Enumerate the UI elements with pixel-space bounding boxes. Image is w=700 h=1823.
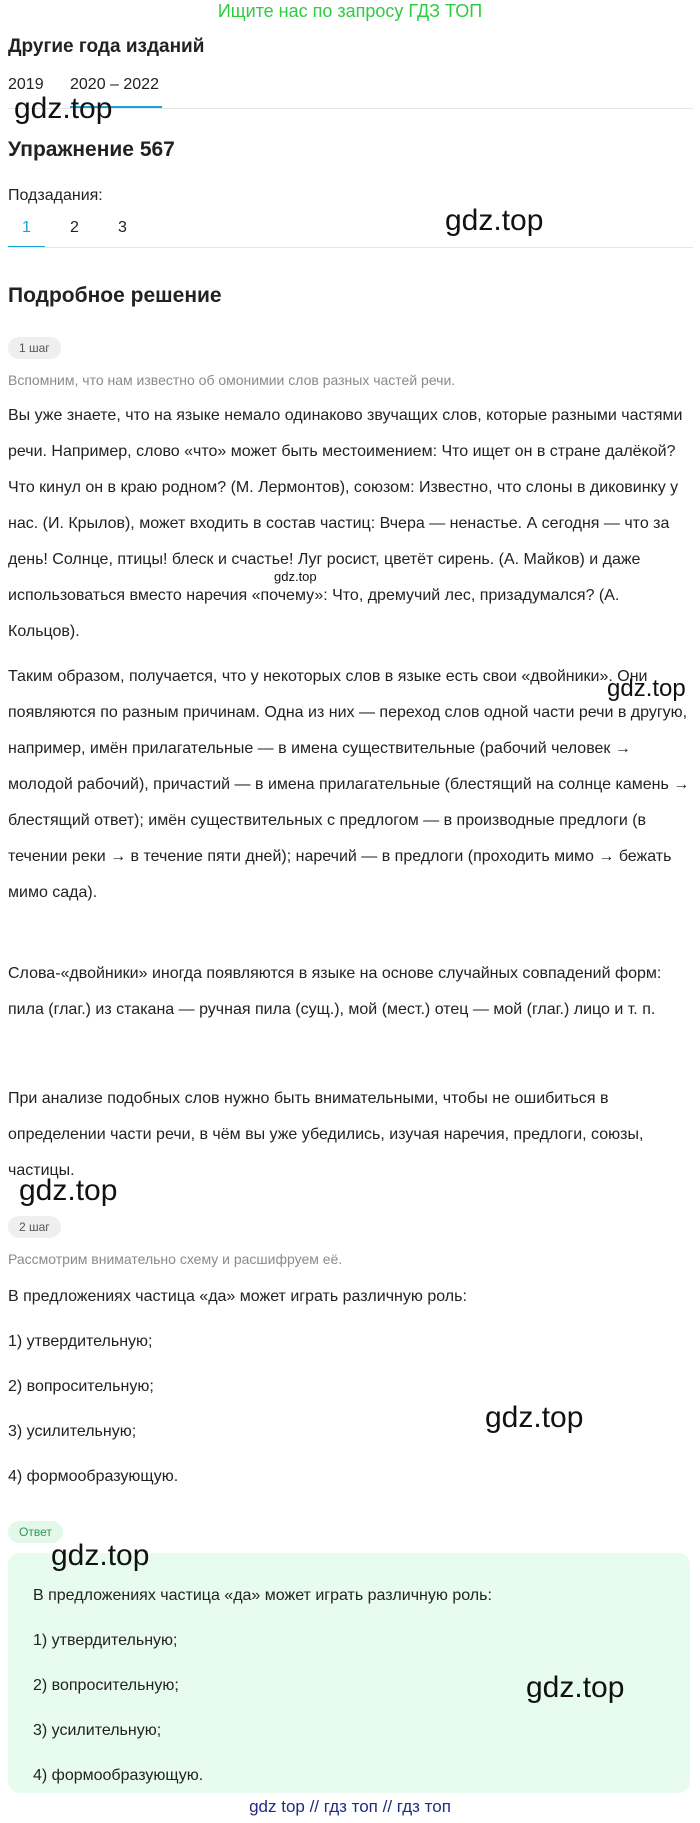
answer-badge: Ответ bbox=[8, 1521, 63, 1543]
year-tab-2019[interactable]: 2019 bbox=[8, 76, 44, 93]
subtasks-label: Подзадания: bbox=[8, 187, 103, 204]
list-item: 1) утвердительную; bbox=[8, 1333, 153, 1350]
answer-item: 4) формообразующую. bbox=[33, 1767, 204, 1784]
watermark: gdz.top bbox=[19, 1174, 118, 1207]
solution-paragraph: Слова-«двойники» иногда появляются в языке на основе случайных совпадений форм: пила (глаг.) из стакана — ручная пила (сущ.), мой (мест.) отец — мой (глаг.) лицо и т. п. bbox=[8, 965, 662, 1018]
solution-paragraph: Таким образом, получается, что у некоторых слов в языке есть свои «двойники». Они появляются по разным причинам. Одна из них — переход слов одной части речи в другую, например, имён прилагательные — в имена существительные (рабочий человек → молодой рабочий), причастий — в имена прилагательные (блестящий на солнце камень → блестящий ответ); имён существительных с предлогом — в производные предлоги (в течении реки → в течение пяти дней); наречий — в предлоги (проходить мимо → бежать мимо сада). bbox=[8, 668, 690, 901]
step-badge: 2 шаг bbox=[8, 1216, 61, 1238]
answer-item: 1) утвердительную; bbox=[33, 1632, 178, 1649]
watermark: gdz.top bbox=[51, 1539, 150, 1572]
watermark: gdz.top bbox=[445, 204, 544, 237]
solution-heading: Подробное решение bbox=[8, 284, 222, 307]
step-hint: Рассмотрим внимательно схему и расшифруем её. bbox=[8, 1251, 343, 1267]
watermark: gdz.top bbox=[485, 1401, 584, 1434]
step-hint: Вспомним, что нам известно об омонимии слов разных частей речи. bbox=[8, 372, 456, 388]
subtask-tab-3[interactable]: 3 bbox=[118, 219, 127, 236]
year-tab-2020-2022[interactable]: 2020 – 2022 bbox=[70, 76, 159, 93]
top-banner: Ищите нас по запросу ГДЗ ТОП bbox=[217, 1, 483, 21]
subtask-tab-2[interactable]: 2 bbox=[70, 219, 79, 236]
footer-links[interactable]: gdz top // гдз топ // гдз топ bbox=[249, 1797, 451, 1816]
list-item: 3) усилительную; bbox=[8, 1423, 137, 1440]
watermark: gdz.top bbox=[526, 1671, 625, 1704]
watermark: gdz.top bbox=[274, 569, 317, 584]
subtask-tab-1[interactable]: 1 bbox=[22, 219, 31, 236]
answer-item: 2) вопросительную; bbox=[33, 1677, 179, 1694]
answer-intro: В предложениях частица «да» может играть различную роль: bbox=[33, 1587, 492, 1604]
list-item: 4) формообразующую. bbox=[8, 1468, 179, 1485]
solution-paragraph: Вы уже знаете, что на языке немало одинаково звучащих слов, которые разными частями речи. Например, слово «что» может быть местоимением: Что ищет он в стране далёкой? Что кинул он в краю родном? (М. Лермонтов), союзом: Известно, что слоны в диковинку у нас. (И. Крылов), может входить в состав частиц: Вчера — ненастье. А сегодня — что за день! Солнце, птицы! блеск и счастье! Луг росист, цветёт сирень. (А. Майков) и даже использоваться вместо наречия «почему»: Что, дремучий лес, призадумался? (А. Кольцов). bbox=[8, 407, 683, 640]
step-badge: 1 шаг bbox=[8, 337, 61, 359]
solution-paragraph: При анализе подобных слов нужно быть внимательными, чтобы не ошибиться в определении части речи, в чём вы уже убедились, изучая наречия, предлоги, союзы, частицы. bbox=[8, 1090, 644, 1179]
watermark: gdz.top bbox=[14, 92, 113, 125]
answer-item: 3) усилительную; bbox=[33, 1722, 162, 1739]
step2-intro: В предложениях частица «да» может играть различную роль: bbox=[8, 1288, 467, 1305]
divider bbox=[8, 247, 693, 248]
exercise-title: Упражнение 567 bbox=[8, 138, 175, 161]
list-item: 2) вопросительную; bbox=[8, 1378, 154, 1395]
watermark: gdz.top bbox=[607, 675, 686, 702]
other-years-heading: Другие года изданий bbox=[8, 36, 205, 57]
